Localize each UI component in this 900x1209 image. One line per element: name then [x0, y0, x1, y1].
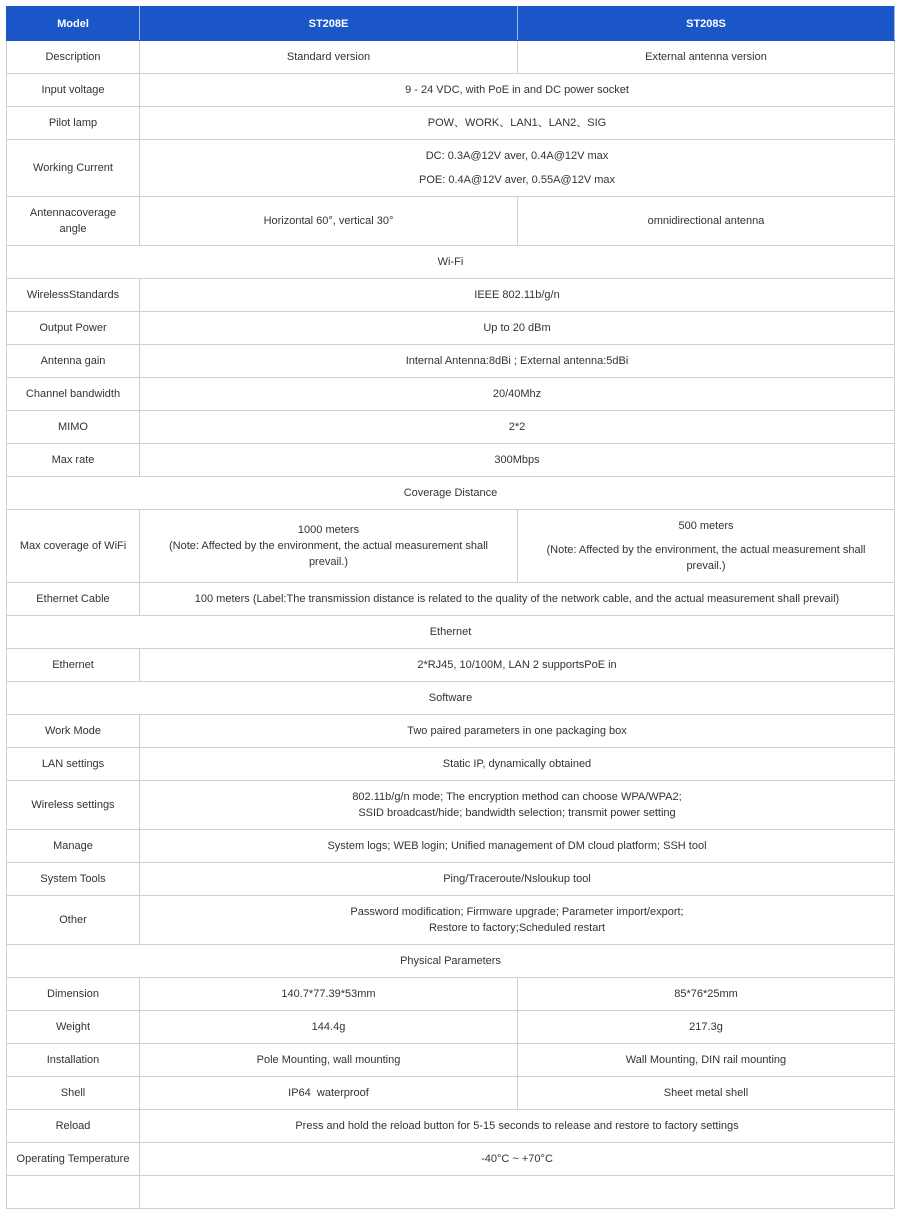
row-label-max-coverage: Max coverage of WiFi [7, 510, 140, 583]
working-current-dc: DC: 0.3A@12V aver, 0.4A@12V max [425, 150, 609, 162]
table-row [7, 411, 895, 444]
channel-bandwidth-value: 20/40Mhz [140, 378, 895, 411]
row-label-working-current: Working Current [7, 140, 140, 197]
description-b: External antenna version [518, 41, 895, 74]
row-label-wireless-standards: WirelessStandards [7, 279, 140, 312]
max-coverage-b [518, 510, 895, 583]
row-label-antenna-gain: Antenna gain [7, 345, 140, 378]
shell-a: IP64 waterproof [140, 1077, 518, 1110]
system-tools-value: Ping/Traceroute/Nsloukup tool [140, 863, 895, 896]
row-label-weight: Weight [7, 1011, 140, 1044]
table-row [7, 312, 895, 345]
row-label-mimo: MIMO [7, 411, 140, 444]
antenna-gain-value: Internal Antenna:8dBi ; External antenna:5dBi [140, 345, 895, 378]
section-row [7, 477, 895, 510]
table-row [7, 378, 895, 411]
next-row-value [140, 1176, 895, 1209]
max-coverage-b-distance: 500 meters [678, 520, 734, 532]
antenna-angle-label-line1: Antennacoverage [29, 207, 117, 219]
row-label-input-voltage: Input voltage [7, 74, 140, 107]
max-coverage-a-distance: 1000 meters [297, 524, 360, 536]
row-label-ethernet: Ethernet [7, 649, 140, 682]
table-row [7, 345, 895, 378]
header-product-a: ST208E [140, 7, 518, 41]
table-row [7, 197, 895, 246]
wireless-settings-line2: SSID broadcast/hide; bandwidth selection; transmit power setting [358, 807, 676, 819]
table-row [7, 583, 895, 616]
row-label-manage: Manage [7, 830, 140, 863]
row-label-operating-temperature: Operating Temperature [7, 1143, 140, 1176]
wireless-settings-value [140, 781, 895, 830]
dimension-a: 140.7*77.39*53mm [140, 978, 518, 1011]
output-power-value: Up to 20 dBm [140, 312, 895, 345]
table-row [7, 140, 895, 197]
section-coverage: Coverage Distance [7, 477, 895, 510]
ethernet-value: 2*RJ45, 10/100M, LAN 2 supportsPoE in [140, 649, 895, 682]
dimension-b: 85*76*25mm [518, 978, 895, 1011]
table-row [7, 74, 895, 107]
wireless-settings-line1: 802.11b/g/n mode; The encryption method can choose WPA/WPA2; [352, 791, 682, 803]
pilot-lamp-value: POW、WORK、LAN1、LAN2、SIG [140, 107, 895, 140]
mimo-value: 2*2 [140, 411, 895, 444]
row-label-lan-settings: LAN settings [7, 748, 140, 781]
wireless-standards-value: IEEE 802.11b/g/n [140, 279, 895, 312]
antenna-angle-label-line2: angle [59, 223, 87, 235]
row-label-next [7, 1176, 140, 1209]
description-a: Standard version [140, 41, 518, 74]
installation-a: Pole Mounting, wall mounting [140, 1044, 518, 1077]
table-row [7, 1011, 895, 1044]
max-coverage-a-note: (Note: Affected by the environment, the actual measurement shall prevail.) [169, 540, 488, 568]
section-row [7, 945, 895, 978]
row-label-pilot-lamp: Pilot lamp [7, 107, 140, 140]
table-row [7, 649, 895, 682]
row-label-reload: Reload [7, 1110, 140, 1143]
table-row [7, 510, 895, 583]
other-line2: Restore to factory;Scheduled restart [428, 922, 606, 934]
section-wifi: Wi-Fi [7, 246, 895, 279]
work-mode-value: Two paired parameters in one packaging box [140, 715, 895, 748]
other-value [140, 896, 895, 945]
table-row [7, 1176, 895, 1209]
input-voltage-value: 9 - 24 VDC, with PoE in and DC power socket [140, 74, 895, 107]
antenna-angle-b: omnidirectional antenna [518, 197, 895, 246]
spec-table [6, 6, 895, 1209]
row-label-shell: Shell [7, 1077, 140, 1110]
section-ethernet: Ethernet [7, 616, 895, 649]
ethernet-cable-value: 100 meters (Label:The transmission distance is related to the quality of the network cable, and the actual measurement shall prevail) [140, 583, 895, 616]
antenna-angle-a: Horizontal 60°, vertical 30° [140, 197, 518, 246]
table-row [7, 444, 895, 477]
spec-table-container [6, 6, 895, 1209]
other-line1: Password modification; Firmware upgrade; Parameter import/export; [350, 906, 684, 918]
max-coverage-b-note: (Note: Affected by the environment, the actual measurement shall prevail.) [546, 544, 866, 572]
table-row [7, 896, 895, 945]
working-current-value [140, 140, 895, 197]
row-label-dimension: Dimension [7, 978, 140, 1011]
shell-b: Sheet metal shell [518, 1077, 895, 1110]
row-label-description: Description [7, 41, 140, 74]
weight-b: 217.3g [518, 1011, 895, 1044]
section-physical: Physical Parameters [7, 945, 895, 978]
row-label-system-tools: System Tools [7, 863, 140, 896]
operating-temperature-value: -40°C ~ +70°C [140, 1143, 895, 1176]
table-row [7, 107, 895, 140]
table-row [7, 830, 895, 863]
row-label-antenna-angle [7, 197, 140, 246]
section-software: Software [7, 682, 895, 715]
row-label-work-mode: Work Mode [7, 715, 140, 748]
section-row [7, 616, 895, 649]
table-row [7, 863, 895, 896]
row-label-wireless-settings: Wireless settings [7, 781, 140, 830]
manage-value: System logs; WEB login; Unified management of DM cloud platform; SSH tool [140, 830, 895, 863]
max-rate-value: 300Mbps [140, 444, 895, 477]
lan-settings-value: Static IP, dynamically obtained [140, 748, 895, 781]
row-label-max-rate: Max rate [7, 444, 140, 477]
installation-b: Wall Mounting, DIN rail mounting [518, 1044, 895, 1077]
row-label-output-power: Output Power [7, 312, 140, 345]
table-row [7, 279, 895, 312]
row-label-installation: Installation [7, 1044, 140, 1077]
header-model: Model [7, 7, 140, 41]
table-row [7, 41, 895, 74]
table-row [7, 748, 895, 781]
table-row [7, 1143, 895, 1176]
header-row [7, 7, 895, 41]
header-product-b: ST208S [518, 7, 895, 41]
row-label-other: Other [7, 896, 140, 945]
max-coverage-a [140, 510, 518, 583]
row-label-ethernet-cable: Ethernet Cable [7, 583, 140, 616]
reload-value: Press and hold the reload button for 5-15 seconds to release and restore to factory settings [140, 1110, 895, 1143]
section-row [7, 682, 895, 715]
table-row [7, 978, 895, 1011]
working-current-poe: POE: 0.4A@12V aver, 0.55A@12V max [419, 174, 615, 186]
weight-a: 144.4g [140, 1011, 518, 1044]
table-row [7, 715, 895, 748]
table-row [7, 781, 895, 830]
section-row [7, 246, 895, 279]
table-row [7, 1110, 895, 1143]
table-row [7, 1044, 895, 1077]
table-row [7, 1077, 895, 1110]
row-label-channel-bandwidth: Channel bandwidth [7, 378, 140, 411]
